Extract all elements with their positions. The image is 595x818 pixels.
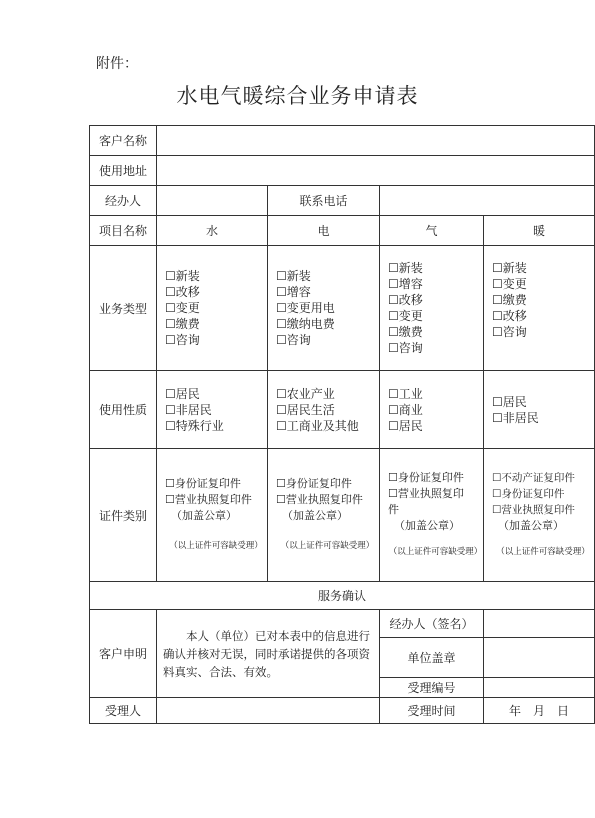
customer-name-label: 客户名称 — [90, 126, 157, 156]
doc-type-label: 证件类别 — [90, 449, 157, 582]
accept-no-label: 受理编号 — [380, 678, 484, 698]
docs-gas-options — [380, 449, 484, 582]
handler-sign-label: 经办人（签名） — [380, 610, 484, 638]
business-water-options — [157, 246, 268, 371]
handler-sign-field[interactable] — [484, 610, 595, 638]
checkbox-option[interactable]: ☐特殊行业 — [165, 418, 224, 433]
checkbox-option[interactable]: ☐身份证复印件 — [388, 471, 464, 484]
accept-time-label: 受理时间 — [380, 698, 484, 724]
date-month: 月 — [532, 704, 545, 718]
unit-seal-label: 单位盖章 — [380, 638, 484, 678]
address-label: 使用地址 — [90, 156, 157, 186]
checkbox-option[interactable]: ☐变更用电 — [276, 301, 335, 315]
date-year: 年 — [508, 704, 521, 718]
accept-no-field[interactable] — [484, 678, 595, 698]
business-gas-options — [380, 246, 484, 371]
checkbox-option[interactable]: ☐改移 — [388, 293, 423, 307]
checkbox-option[interactable]: ☐变更 — [492, 277, 527, 291]
stamp-note: （加盖公章） — [171, 509, 237, 522]
checkbox-option[interactable]: ☐身份证复印件 — [276, 477, 352, 490]
checkbox-option[interactable]: ☐缴费 — [165, 317, 200, 331]
wrapped-text: 件 — [388, 503, 399, 516]
column-heat: 暖 — [484, 216, 595, 246]
checkbox-option[interactable]: ☐居民 — [165, 386, 200, 401]
acceptor-field[interactable] — [157, 698, 380, 724]
checkbox-option[interactable]: ☐工业 — [388, 386, 423, 401]
checkbox-option[interactable]: ☐改移 — [492, 309, 527, 323]
declaration-body: 本人（单位）已对本表中的信息进行确认并核对无误，同时承诺提供的各项资料真实、合法、有效。 — [163, 628, 370, 679]
checkbox-option[interactable]: ☐商业 — [388, 402, 423, 417]
handler-label: 经办人 — [90, 186, 157, 216]
unit-seal-field[interactable] — [484, 638, 595, 678]
checkbox-option[interactable]: ☐营业执照复印 — [388, 487, 464, 500]
checkbox-option[interactable]: ☐变更 — [388, 309, 423, 323]
checkbox-option[interactable]: ☐工商业及其他 — [276, 418, 359, 433]
checkbox-option[interactable]: ☐缴纳电费 — [276, 317, 335, 331]
checkbox-option[interactable]: ☐咨询 — [388, 341, 423, 355]
checkbox-option[interactable]: ☐非居民 — [492, 410, 539, 425]
stamp-note: （加盖公章） — [282, 509, 348, 522]
column-gas: 气 — [380, 216, 484, 246]
service-confirm-header: 服务确认 — [90, 582, 595, 610]
checkbox-option[interactable]: ☐农业产业 — [276, 386, 335, 401]
checkbox-option[interactable]: ☐营业执照复印件 — [165, 493, 252, 506]
date-day: 日 — [557, 704, 570, 718]
accept-date-field[interactable] — [484, 698, 595, 724]
checkbox-option[interactable]: ☐新装 — [276, 269, 311, 283]
usage-nature-label: 使用性质 — [90, 371, 157, 449]
business-type-label: 业务类型 — [90, 246, 157, 371]
project-name-label: 项目名称 — [90, 216, 157, 246]
checkbox-option[interactable]: ☐身份证复印件 — [492, 488, 565, 500]
customer-decl-label: 客户申明 — [90, 610, 157, 698]
checkbox-option[interactable]: ☐新装 — [388, 261, 423, 275]
docs-water-options — [157, 449, 268, 582]
checkbox-option[interactable]: ☐居民生活 — [276, 402, 335, 417]
docs-electric-options — [268, 449, 380, 582]
nature-water-options — [157, 371, 268, 449]
column-water: 水 — [157, 216, 268, 246]
nature-heat-options — [484, 371, 595, 449]
form-title: 水电气暖综合业务申请表 — [176, 84, 419, 108]
acceptor-label: 受理人 — [90, 698, 157, 724]
attachment-label: 附件： — [96, 56, 138, 72]
checkbox-option[interactable]: ☐改移 — [165, 285, 200, 299]
checkbox-option[interactable]: ☐咨询 — [165, 333, 200, 347]
stamp-note: （加盖公章） — [394, 519, 460, 532]
checkbox-option[interactable]: ☐营业执照复印件 — [492, 504, 575, 516]
nature-gas-options — [380, 371, 484, 449]
checkbox-option[interactable]: ☐咨询 — [492, 325, 527, 339]
column-electric: 电 — [268, 216, 380, 246]
nature-electric-options — [268, 371, 380, 449]
customer-name-field[interactable] — [157, 126, 595, 156]
checkbox-option[interactable]: ☐营业执照复印件 — [276, 493, 363, 506]
business-heat-options — [484, 246, 595, 371]
checkbox-option[interactable]: ☐不动产证复印件 — [492, 472, 575, 484]
application-form-table — [89, 125, 595, 724]
stamp-note: （加盖公章） — [498, 519, 564, 532]
tolerance-note: （以上证件可容缺受理） — [169, 541, 263, 551]
handler-field[interactable] — [157, 186, 268, 216]
checkbox-option[interactable]: ☐咨询 — [276, 333, 311, 347]
checkbox-option[interactable]: ☐缴费 — [388, 325, 423, 339]
checkbox-option[interactable]: ☐新装 — [492, 261, 527, 275]
phone-label: 联系电话 — [268, 186, 380, 216]
checkbox-option[interactable]: ☐新装 — [165, 269, 200, 283]
checkbox-option[interactable]: ☐居民 — [388, 418, 423, 433]
phone-field[interactable] — [380, 186, 595, 216]
business-electric-options — [268, 246, 380, 371]
checkbox-option[interactable]: ☐身份证复印件 — [165, 477, 241, 490]
checkbox-option[interactable]: ☐变更 — [165, 301, 200, 315]
customer-declaration-text — [157, 610, 380, 698]
checkbox-option[interactable]: ☐缴费 — [492, 293, 527, 307]
checkbox-option[interactable]: ☐非居民 — [165, 402, 212, 417]
tolerance-note: （以上证件可容缺受理） — [496, 547, 590, 557]
checkbox-option[interactable]: ☐增容 — [388, 277, 423, 291]
tolerance-note: （以上证件可容缺受理） — [388, 547, 483, 557]
docs-heat-options — [484, 449, 595, 582]
checkbox-option[interactable]: ☐增容 — [276, 285, 311, 299]
checkbox-option[interactable]: ☐居民 — [492, 394, 527, 409]
tolerance-note: （以上证件可容缺受理） — [280, 541, 375, 551]
address-field[interactable] — [157, 156, 595, 186]
